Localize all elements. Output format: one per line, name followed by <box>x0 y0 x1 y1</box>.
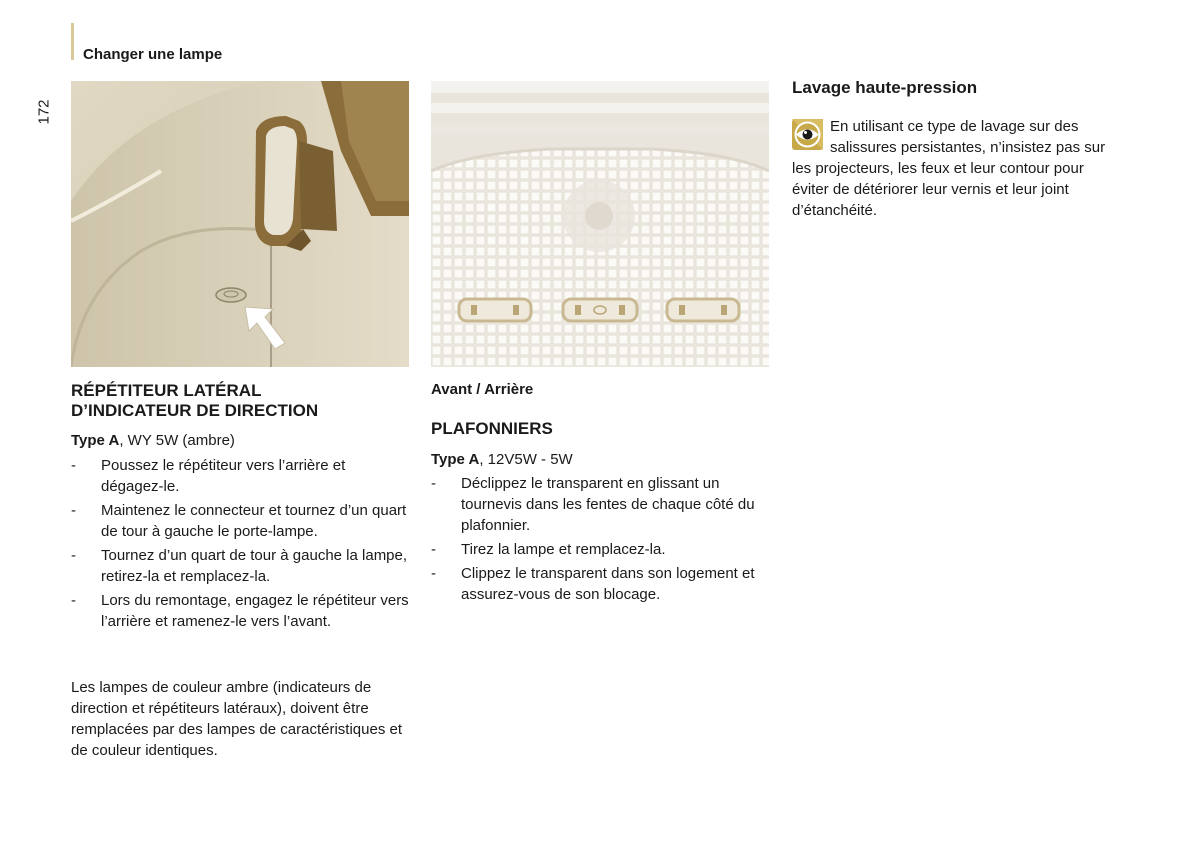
repeater-heading-line-1: RÉPÉTITEUR LATÉRAL <box>71 381 262 400</box>
list-item <box>71 455 411 497</box>
lavage-heading: Lavage haute-pression <box>792 78 978 97</box>
repeater-heading <box>71 381 318 421</box>
amber-lamps-note: Les lampes de couleur ambre (indicateurs de direction et répétiteurs latéraux), doivent être remplacées par des lampes de caractéristiques et de couleur identiques. <box>71 679 402 759</box>
repeater-steps-list <box>71 455 411 635</box>
list-item <box>431 473 771 536</box>
ceiling-lamps-illustration <box>431 81 769 367</box>
step-text: Poussez le répétiteur vers l’arrière et dégagez-le. <box>101 457 346 495</box>
lavage-warning-text <box>792 116 1122 221</box>
front-rear-subheading: Avant / Arrière <box>431 381 534 398</box>
list-item <box>71 545 411 587</box>
bullet-dash: - <box>71 502 76 519</box>
icon-spacer <box>792 116 830 158</box>
step-text: Tournez d’un quart de tour à gauche la lampe, retirez-la et remplacez-la. <box>101 547 408 585</box>
type-value: , 12V5W - 5W <box>479 451 573 468</box>
repeater-type-line <box>71 432 235 449</box>
step-text: Maintenez le connecteur et tournez d’un quart de tour à gauche le porte-lampe. <box>101 502 407 540</box>
list-item <box>71 590 411 632</box>
header-accent-bar <box>71 23 74 60</box>
side-repeater-illustration <box>71 81 409 367</box>
type-label: Type A <box>431 451 480 468</box>
step-text: Clippez le transparent dans son logement et assurez-vous de son blocage. <box>461 565 755 603</box>
step-text: Déclippez le transparent en glissant un tournevis dans les fentes de chaque côté du plafonnier. <box>461 475 755 534</box>
list-item <box>431 563 771 605</box>
step-text: Tirez la lampe et remplacez-la. <box>461 541 666 558</box>
list-item <box>431 539 771 560</box>
list-item <box>71 500 411 542</box>
bullet-dash: - <box>71 547 76 564</box>
bullet-dash: - <box>431 475 436 492</box>
bullet-dash: - <box>431 541 436 558</box>
bullet-dash: - <box>71 457 76 474</box>
type-label: Type A <box>71 432 120 449</box>
bullet-dash: - <box>71 592 76 609</box>
page-number: 172 <box>35 99 53 125</box>
page-section-title: Changer une lampe <box>83 46 223 63</box>
bullet-dash: - <box>431 565 436 582</box>
plafonniers-steps-list <box>431 473 771 608</box>
lavage-text-content: En utilisant ce type de lavage sur des salissures persistantes, n’insistez pas sur les projecteurs, les feux et leur contour pour éviter de détériorer leur vernis et leur joint d’étanchéité. <box>792 118 1106 219</box>
step-text: Lors du remontage, engagez le répétiteur vers l’arrière et ramenez-le vers l’avant. <box>101 592 409 630</box>
type-value: , WY 5W (ambre) <box>119 432 235 449</box>
plafonniers-heading: PLAFONNIERS <box>431 419 553 438</box>
plafonniers-type-line <box>431 451 573 468</box>
repeater-heading-line-2: D’INDICATEUR DE DIRECTION <box>71 401 319 420</box>
